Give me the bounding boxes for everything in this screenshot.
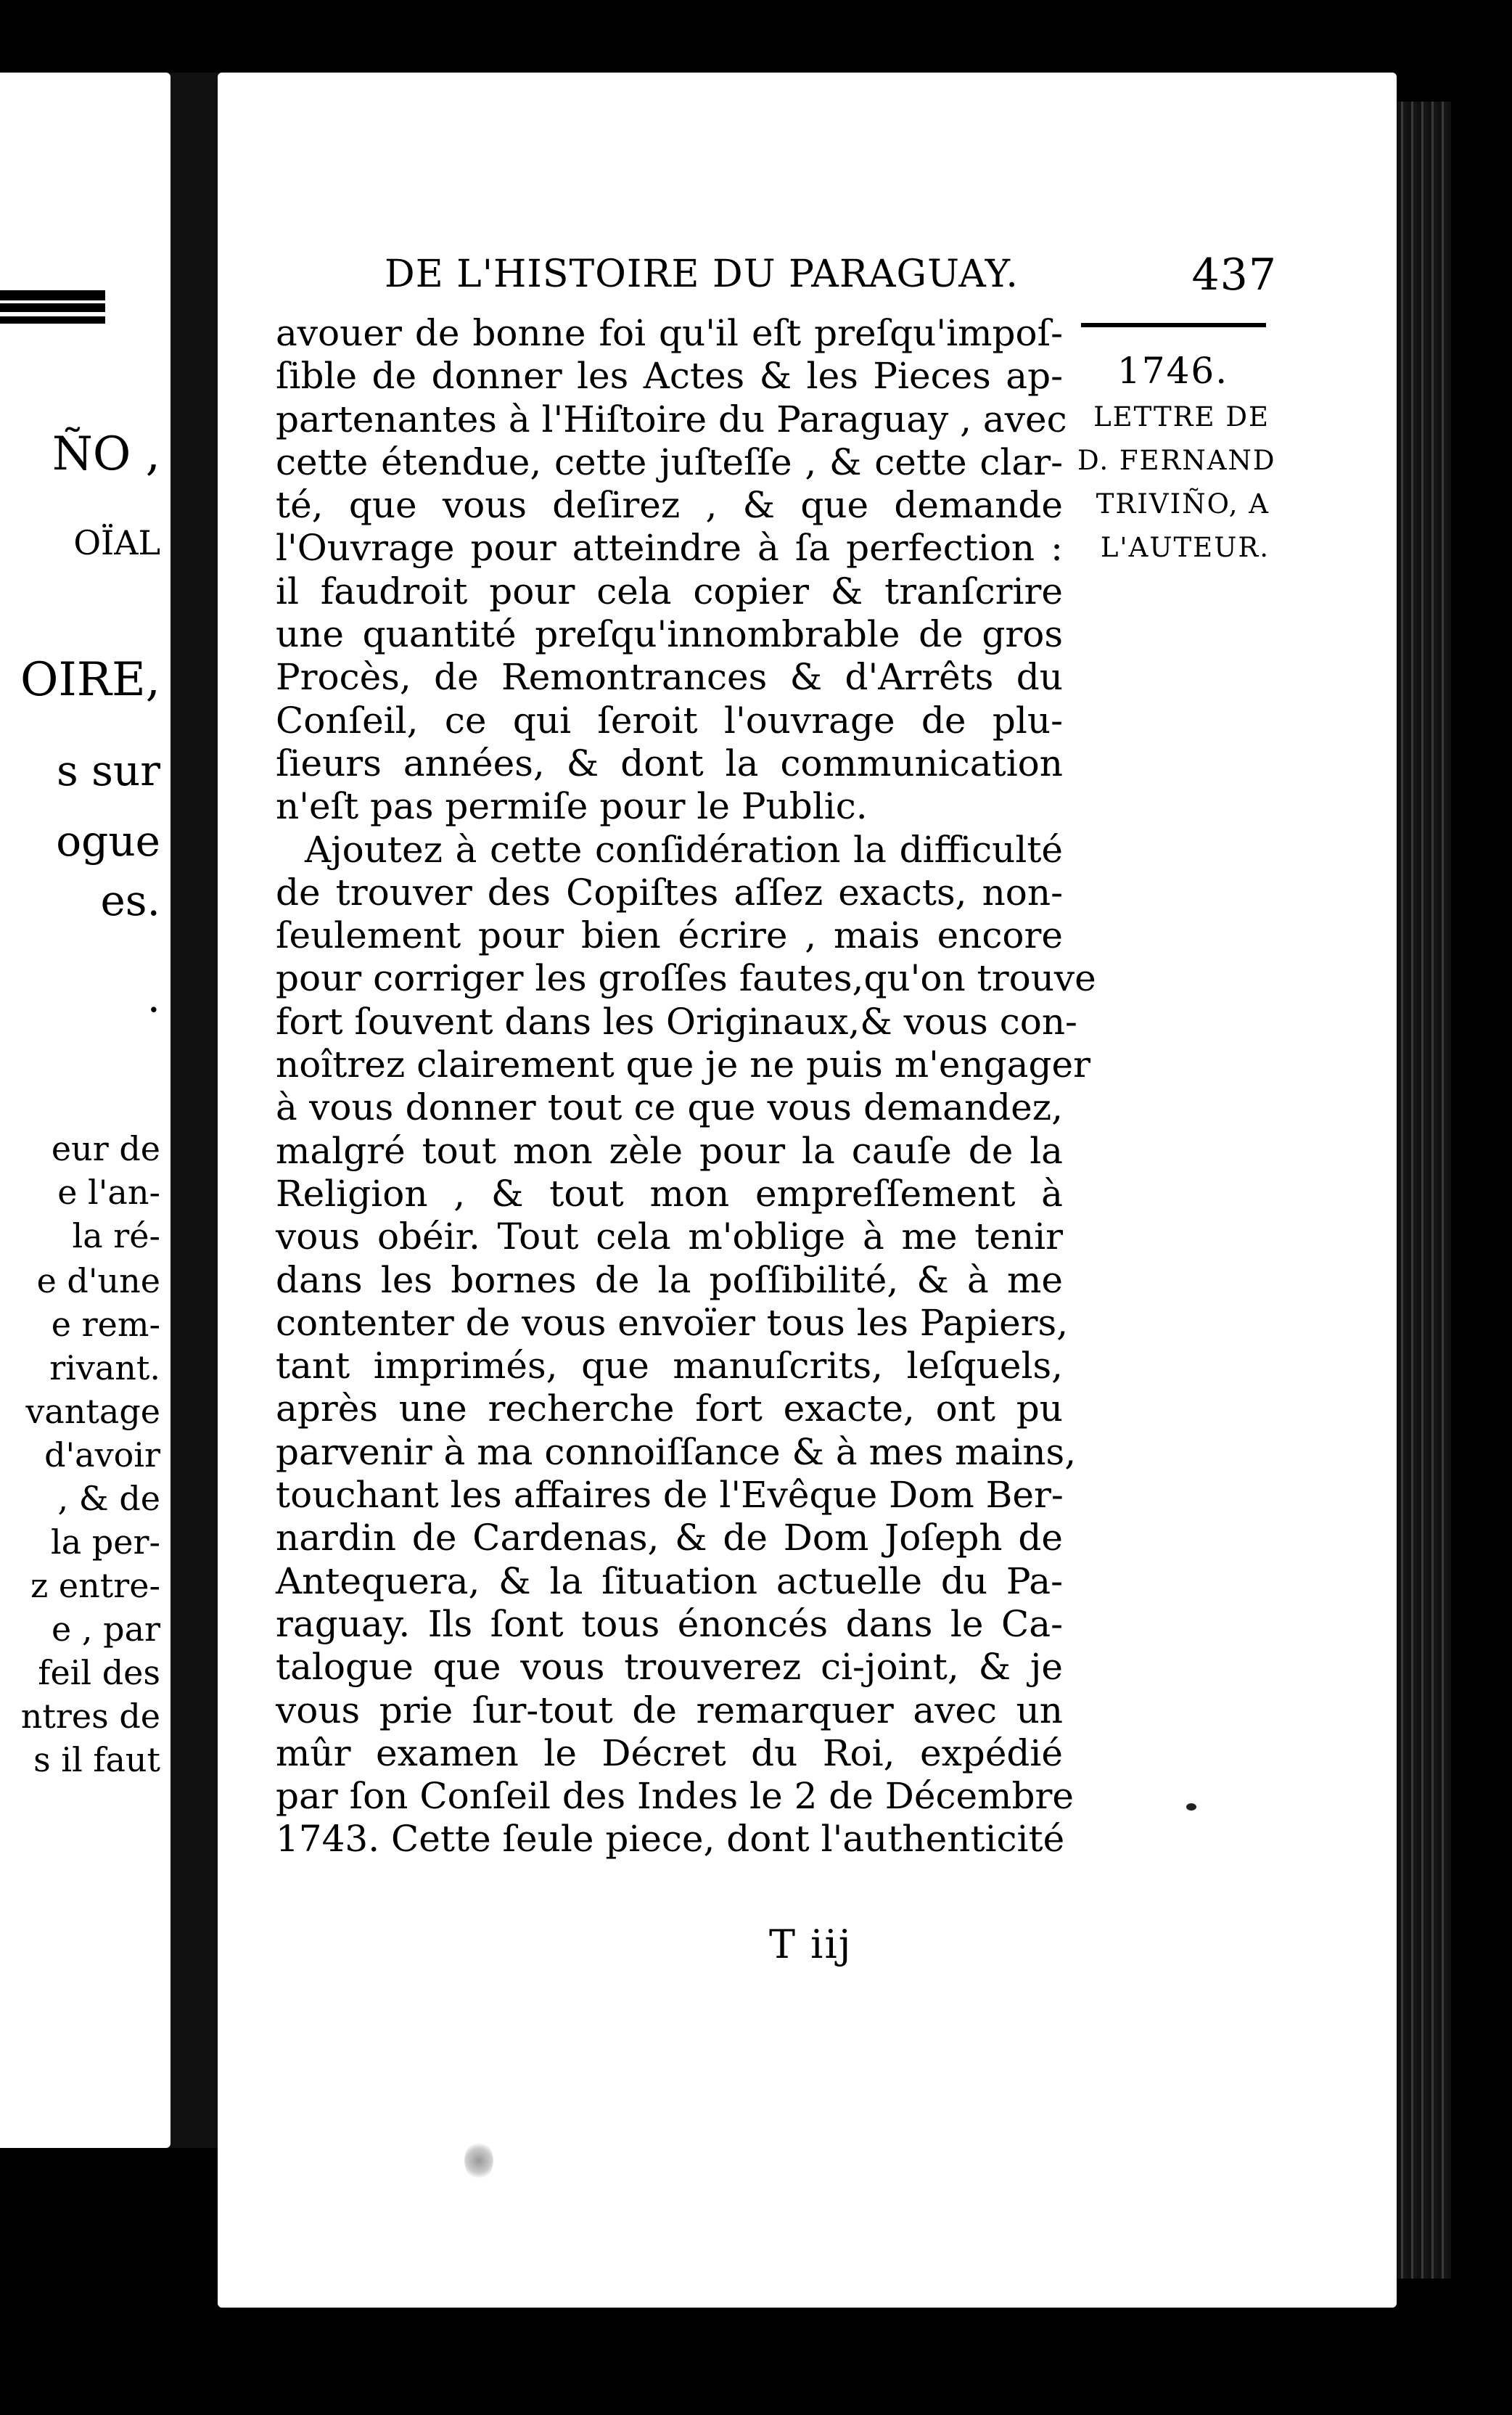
text-line: vous prie ſur-tout de remarquer avec un	[276, 1689, 1063, 1731]
text-line: avouer de bonne foi qu'il eſt preſqu'impoſ-	[276, 312, 1063, 354]
text-line: partenantes à l'Hiſtoire du Paraguay , avec	[276, 398, 1067, 440]
facing-page-line: z entre-	[30, 1566, 160, 1605]
page-edges	[1397, 102, 1451, 2279]
book-gutter	[170, 73, 221, 2148]
text-line: Procès, de Remontrances & d'Arrêts du	[276, 656, 1063, 699]
text-line: 1743. Cette ſeule piece, dont l'authenticité	[276, 1818, 1065, 1861]
text-line: ſible de donner les Actes & les Pieces ap-	[276, 355, 1063, 398]
ornament-rule	[0, 316, 105, 324]
facing-page-line: OÏAL	[73, 523, 160, 562]
text-line: touchant les affaires de l'Evêque Dom Ber-	[276, 1474, 1064, 1517]
text-line: noîtrez clairement que je ne puis m'engager	[276, 1044, 1090, 1086]
text-line: dans les bornes de la poſſibilité, & à me	[276, 1258, 1063, 1301]
text-line: après une recherche fort exacte, ont pu	[276, 1387, 1063, 1430]
text-line: ſeulement pour bien écrire , mais encore	[276, 914, 1063, 957]
facing-page-line: ntres de	[20, 1697, 160, 1736]
facing-page-line: ogue	[56, 816, 160, 866]
ornament-rule	[0, 303, 105, 312]
facing-page-fragment	[0, 73, 170, 2148]
facing-page-line: e d'une	[36, 1261, 160, 1300]
text-line: tant imprimés, que manuſcrits, leſquels,	[276, 1345, 1063, 1387]
text-line: mûr examen le Décret du Roi, expédié	[276, 1731, 1063, 1774]
text-line: cette étendue, cette juſteſſe , & cette clar-	[276, 440, 1063, 483]
text-line: n'eſt pas permiſe pour le Public.	[276, 785, 868, 828]
facing-page-line: s sur	[56, 746, 160, 795]
ink-dot	[1186, 1803, 1196, 1811]
text-line: Antequera, & la ſituation actuelle du Pa-	[276, 1559, 1063, 1602]
facing-page-line: e , par	[52, 1610, 160, 1649]
text-line: Ajoutez à cette conſidération la difficulté	[305, 828, 1063, 871]
signature-mark: T iij	[769, 1922, 852, 1967]
text-line: raguay. Ils ſont tous énoncés dans le Ca-	[276, 1602, 1063, 1645]
facing-page-line: la per-	[51, 1522, 160, 1562]
margin-rule	[1081, 323, 1266, 327]
facing-page-line: la ré-	[72, 1216, 160, 1255]
facing-page-line: OIRE,	[20, 653, 160, 707]
margin-note-line: TRIVIÑO, A	[1096, 488, 1270, 520]
facing-page-line: rivant.	[49, 1348, 160, 1387]
text-line: té, que vous deſirez , & que demande	[276, 484, 1063, 527]
text-line: par ſon Conſeil des Indes le 2 de Décembre	[276, 1775, 1074, 1818]
ornament-rule	[0, 290, 105, 300]
text-line: contenter de vous envoïer tous les Papiers,	[276, 1301, 1069, 1344]
text-line: malgré tout mon zèle pour la cauſe de la	[276, 1129, 1063, 1172]
margin-note	[1077, 395, 1276, 570]
facing-page-line: vantage	[25, 1392, 160, 1431]
text-line: il faudroit pour cela copier & tranſcrire	[276, 570, 1063, 612]
facing-page-line: .	[147, 972, 160, 1022]
facing-page-line: s il faut	[33, 1740, 160, 1779]
text-line: parvenir à ma connoiſſance & à mes mains,	[276, 1430, 1077, 1473]
margin-note-line: LETTRE DE	[1093, 401, 1270, 432]
margin-year: 1746.	[1117, 350, 1229, 392]
facing-page-line: e rem-	[51, 1305, 160, 1344]
text-line: talogue que vous trouverez ci-joint, & je	[276, 1646, 1063, 1689]
text-line: vous obéir. Tout cela m'oblige à me tenir	[276, 1215, 1063, 1258]
facing-page-line: , & de	[57, 1479, 160, 1518]
margin-note-line: L'AUTEUR.	[1100, 532, 1270, 563]
text-line: pour corriger les groſſes fautes,qu'on trouve	[276, 957, 1096, 1000]
text-line: fort ſouvent dans les Originaux,& vous con-	[276, 1000, 1077, 1043]
text-line: Conſeil, ce qui ſeroit l'ouvrage de plu-	[276, 699, 1063, 742]
text-line: une quantité preſqu'innombrable de gros	[276, 613, 1063, 656]
text-line: à vous donner tout ce que vous demandez,	[276, 1086, 1063, 1129]
book-page	[218, 73, 1397, 2308]
running-head	[385, 250, 1277, 311]
text-line: l'Ouvrage pour atteindre à ſa perfection :	[276, 527, 1063, 570]
page-number: 437	[1191, 250, 1277, 300]
facing-page-line: feil des	[38, 1653, 160, 1692]
text-line: ſieurs années, & dont la communication	[276, 742, 1063, 784]
facing-page-line: d'avoir	[44, 1435, 160, 1475]
paper-stain	[464, 2141, 493, 2181]
body-text	[276, 312, 1096, 1861]
text-line: Religion , & tout mon empreſſement à	[276, 1172, 1063, 1215]
facing-page-line: e l'an-	[57, 1173, 160, 1212]
running-head-title: DE L'HISTOIRE DU PARAGUAY.	[385, 253, 1019, 296]
margin-note-line: D. FERNAND	[1077, 445, 1276, 476]
facing-page-line: es.	[100, 876, 160, 925]
text-line: de trouver des Copiſtes aſſez exacts, non-	[276, 871, 1063, 914]
text-line: nardin de Cardenas, & de Dom Joſeph de	[276, 1517, 1063, 1559]
facing-page-line: eur de	[51, 1129, 160, 1168]
facing-page-line: ÑO ,	[52, 427, 160, 481]
